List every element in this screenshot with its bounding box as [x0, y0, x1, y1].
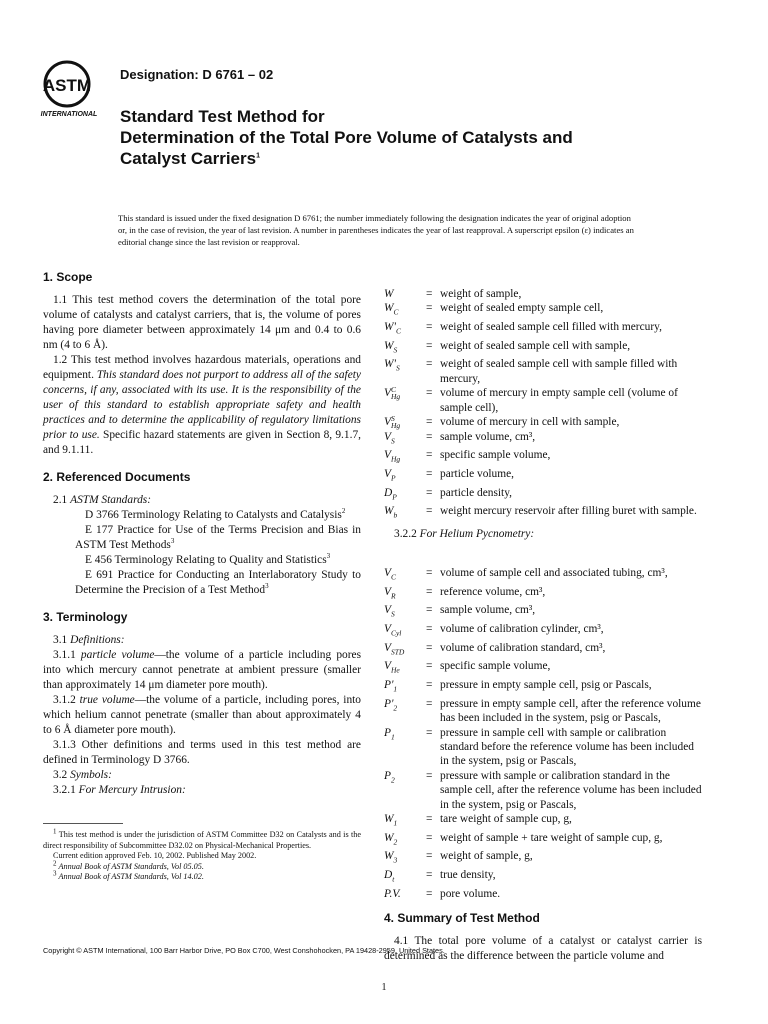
symbol: W: [384, 288, 394, 300]
symbol-definition: volume of mercury in cell with sample,: [440, 416, 620, 429]
astm-logo: [35, 58, 111, 120]
title-line-2: Determination of the Total Pore Volume of Catalysts and: [120, 128, 573, 147]
equals-sign: =: [426, 486, 433, 499]
term-3-2-1-label: For Mercury Intrusion:: [78, 784, 186, 796]
equals-sign: =: [426, 321, 433, 334]
symbol: $V_{He}$: [384, 660, 400, 675]
symbol: $V_S$: [384, 430, 395, 445]
section-heading-summary: 4. Summary of Test Method: [384, 911, 540, 926]
copyright-notice: Copyright © ASTM International, 100 Barr Harbor Drive, PO Box C700, West Conshohocken, PA 19428-2959, United States.: [43, 946, 445, 955]
symbol-definition: particle density,: [440, 486, 513, 499]
equals-sign: =: [426, 387, 433, 400]
equals-sign: =: [426, 726, 433, 739]
symbol-definition: sample volume, cm³,: [440, 604, 536, 617]
reference-item: [57, 553, 361, 568]
reference-sup: 2: [341, 507, 346, 516]
scope-paragraph-1-1: 1.1 This test method covers the determination of the total pore volume of catalysts and catalyst carriers, that is, the volume of pores having pore diameter between approximately 14 μm and 0.4 to 0.6 nm (4 to 6 Å).: [43, 294, 361, 351]
symbol-definition: weight mercury reservoir after filling buret with sample.: [440, 505, 697, 518]
footnote-2: [43, 858, 361, 873]
helium-heading: [384, 527, 702, 542]
title-line-3-text: Catalyst Carriers: [120, 149, 257, 168]
equals-sign: =: [426, 887, 433, 900]
designation: Designation: D 6761 – 02: [120, 67, 274, 82]
symbol: V S Hg: [384, 414, 401, 431]
symbol-definition: pressure in empty sample cell, psig or Pascals,: [440, 679, 652, 692]
symbol-definition: true density,: [440, 869, 496, 882]
equals-sign: =: [426, 430, 433, 443]
equals-sign: =: [426, 416, 433, 429]
equals-sign: =: [426, 505, 433, 518]
term-3-1-3: 3.1.3 Other definitions and terms used in this test method are defined in Terminology D 3766.: [43, 739, 361, 766]
term-3-2: [43, 768, 361, 783]
footnote-rule: [43, 823, 123, 824]
term-3-1-2: [43, 693, 361, 738]
title-footnote-mark: 1: [256, 152, 260, 160]
symbol-definition: pressure in sample cell with sample or calibration standard before the reference volume has been included in the system, psig or Pascals,: [440, 726, 694, 768]
symbol: $W'_C$: [384, 321, 401, 336]
equals-sign: =: [426, 697, 433, 710]
symbol-definition: pressure in empty sample cell, after the reference volume has been included in the system, psig or Pascals,: [440, 697, 701, 725]
footnote-mark: 2: [53, 858, 57, 867]
symbol-definition: reference volume, cm³,: [440, 585, 546, 598]
section-heading-terminology: 3. Terminology: [43, 610, 128, 624]
scope-paragraph-1-2: [43, 353, 361, 458]
footnote-1: [43, 827, 361, 851]
footnote-text: Annual Book of ASTM Standards, Vol 14.02.: [58, 872, 204, 881]
helium-heading-label: For Helium Pycnometry:: [419, 527, 535, 540]
symbol-definition: weight of sample,: [440, 288, 522, 300]
equals-sign: =: [426, 769, 433, 782]
symbol-definition: pore volume.: [440, 887, 501, 900]
symbol-definition: volume of sample cell and associated tubing, cm³,: [440, 566, 668, 579]
equals-sign: =: [426, 288, 433, 300]
section-heading-scope: 1. Scope: [43, 270, 93, 284]
equals-sign: =: [426, 850, 433, 863]
reference-text: E 177 Practice for Use of the Terms Precision and Bias in ASTM Test Methods: [75, 524, 361, 551]
symbol: $V_C$: [384, 566, 396, 582]
equals-sign: =: [426, 358, 433, 371]
footnote-mark: 1: [53, 827, 57, 836]
term-3-2-1-num: 3.2.1: [53, 784, 76, 796]
term-num: 3.1.1: [53, 649, 76, 661]
equals-sign: =: [426, 641, 433, 654]
ref-2-1-label: ASTM Standards:: [70, 494, 152, 506]
symbol: V C Hg: [384, 385, 401, 402]
reference-text: D 3766 Terminology Relating to Catalysts and Catalysis: [85, 509, 342, 521]
document-title: [120, 106, 573, 169]
term-name: particle volume: [80, 649, 155, 661]
page-number: 1: [381, 982, 387, 993]
symbol: $W_1$: [384, 813, 398, 828]
symbol: $W_3$: [384, 850, 398, 865]
summary-paragraph-4-1: 4.1 The total pore volume of a catalyst or catalyst carrier is determined as the difference between the particle volume and: [384, 935, 702, 963]
equals-sign: =: [426, 813, 433, 825]
scope-p2-text: 1.2 This test method involves hazardous materials, operations and equipment.: [43, 354, 361, 381]
symbol-definition: volume of calibration standard, cm³,: [440, 641, 606, 654]
reference-sup: 3: [326, 552, 331, 561]
symbol-definition: weight of sealed sample cell with sample filled with mercury,: [440, 358, 678, 385]
helium-symbol-list: [384, 566, 702, 901]
equals-sign: =: [426, 679, 433, 692]
symbol: $P'_2$: [384, 697, 398, 713]
symbol: $W_C$: [384, 302, 399, 317]
term-3-1-1: [43, 648, 361, 693]
scope-p2-italic: This standard does not purport to address all of the safety concerns, if any, associated with its use. It is the responsibility of the user of this standard to establish appropriate safety and health practices and to determine the applicability of regulatory limitations prior to use.: [43, 369, 361, 441]
term-definition: —the volume of a particle, including pores, into which helium cannot penetrate (smaller than about approximately 4 to 6 Å diameter pore mouth).: [43, 694, 362, 736]
symbol-definition: sample volume, cm³,: [440, 430, 536, 443]
symbol: $P'_1$: [384, 679, 398, 694]
symbol-definition: specific sample volume,: [440, 660, 551, 673]
equals-sign: =: [426, 585, 433, 598]
ref-2-1: [43, 493, 361, 508]
symbol-definition: weight of sealed sample cell with sample,: [440, 339, 631, 352]
symbol-definition: weight of sealed empty sample cell,: [440, 302, 604, 315]
symbol: $D_t$: [384, 869, 395, 884]
term-definition: —the volume of a particle including pores into which mercury cannot penetrate at ambient pressure (smaller than approximately 14 μm diameter pore mouth).: [43, 649, 362, 691]
reference-text: E 691 Practice for Conducting an Interlaboratory Study to Determine the Precision of a Test Method: [75, 569, 361, 596]
equals-sign: =: [426, 467, 433, 480]
spacer: [384, 542, 702, 566]
symbol: $V_{STD}$: [384, 641, 405, 656]
term-num: 3.1.2: [53, 694, 76, 706]
symbol-definition: volume of calibration cylinder, cm³,: [440, 623, 604, 635]
symbol: $W_b$: [384, 505, 398, 520]
equals-sign: =: [426, 604, 433, 617]
symbol-definition: weight of sample + tare weight of sample cup, g,: [440, 831, 663, 844]
reference-list: [43, 508, 361, 598]
equals-sign: =: [426, 660, 433, 673]
term-3-2-label: Symbols:: [70, 769, 112, 781]
term-3-2-1: [43, 783, 361, 798]
section-heading-referenced-documents: 2. Referenced Documents: [43, 470, 191, 484]
symbol-definition: specific sample volume,: [440, 449, 551, 462]
spacer: [384, 901, 702, 911]
title-line-1: Standard Test Method for: [120, 107, 325, 126]
reference-item: [57, 523, 361, 553]
symbol-definition: weight of sealed sample cell filled with mercury,: [440, 321, 662, 334]
equals-sign: =: [426, 623, 433, 635]
scope-p2-hazard: Specific hazard statements are given in Section 8, 9.1.7, and 9.1.11.: [43, 429, 361, 456]
symbol: $P_1$: [384, 726, 395, 741]
symbol: $W_2$: [384, 831, 398, 846]
symbol: $V_{Hg}$: [384, 449, 401, 464]
footnote-3: [43, 869, 361, 883]
equals-sign: =: [426, 302, 433, 315]
symbol-definition: tare weight of sample cup, g,: [440, 813, 572, 825]
symbol-definition: particle volume,: [440, 467, 515, 480]
symbol: $D_P$: [384, 486, 397, 501]
symbol: P.V.: [384, 887, 401, 900]
reference-item: [57, 508, 361, 523]
footnote-1b: Current edition approved Feb. 10, 2002. Published May 2002.: [53, 851, 257, 860]
ref-2-1-num: 2.1: [53, 494, 68, 506]
term-name: true volume: [79, 694, 135, 706]
term-3-1-label: Definitions:: [70, 634, 125, 646]
footnotes: [43, 827, 361, 883]
symbol-definition: volume of mercury in empty sample cell (volume of sample cell),: [440, 387, 678, 414]
mercury-symbol-list: [384, 287, 702, 523]
term-3-1-num: 3.1: [53, 634, 68, 646]
reference-sup: 3: [265, 582, 269, 591]
footnote-text: Annual Book of ASTM Standards, Vol 05.05.: [58, 861, 204, 871]
term-3-1: [43, 633, 361, 648]
helium-heading-num: 3.2.2: [394, 527, 417, 540]
symbol: $V_P$: [384, 467, 396, 483]
term-3-2-num: 3.2: [53, 769, 68, 781]
logo-subtext: INTERNATIONAL: [40, 111, 98, 118]
left-column: [43, 270, 361, 798]
symbol: $V_S$: [384, 604, 395, 619]
reference-text: E 456 Terminology Relating to Quality and Statistics: [85, 554, 327, 566]
symbol-definition: weight of sample, g,: [440, 850, 533, 863]
title-line-3: [120, 148, 573, 169]
symbol: $W_S$: [384, 339, 398, 355]
right-column: [384, 287, 702, 964]
equals-sign: =: [426, 566, 433, 579]
equals-sign: =: [426, 831, 433, 844]
symbol: $W'_S$: [384, 358, 400, 373]
reference-item: [57, 568, 361, 598]
logo-text: ASTM: [42, 76, 92, 95]
issued-note: This standard is issued under the fixed designation D 6761; the number immediately following the designation indicates the year of original adoption or, in the case of revision, the year of last revision. A number in parentheses indicates the year of last reapproval. A superscript epsilon (ε) indicates an editorial change since the last revision or reapproval.: [118, 213, 634, 247]
footnote-mark: 3: [53, 869, 57, 878]
reference-sup: 3: [170, 537, 175, 546]
footnote-text: This test method is under the jurisdiction of ASTM Committee D32 on Catalysts and is the direct responsibility of Subcommittee D32.02 on Physical-Mechanical Properties.: [43, 830, 361, 850]
equals-sign: =: [426, 339, 433, 352]
symbol: $V_R$: [384, 585, 396, 600]
symbol-definition: pressure with sample or calibration standard in the sample cell, after the reference volume has been included in the system, psig or Pascals,: [440, 769, 702, 811]
equals-sign: =: [426, 869, 433, 882]
equals-sign: =: [426, 449, 433, 462]
symbol: $V_{Cyl}$: [384, 623, 402, 638]
symbol: $P_2$: [384, 769, 395, 785]
